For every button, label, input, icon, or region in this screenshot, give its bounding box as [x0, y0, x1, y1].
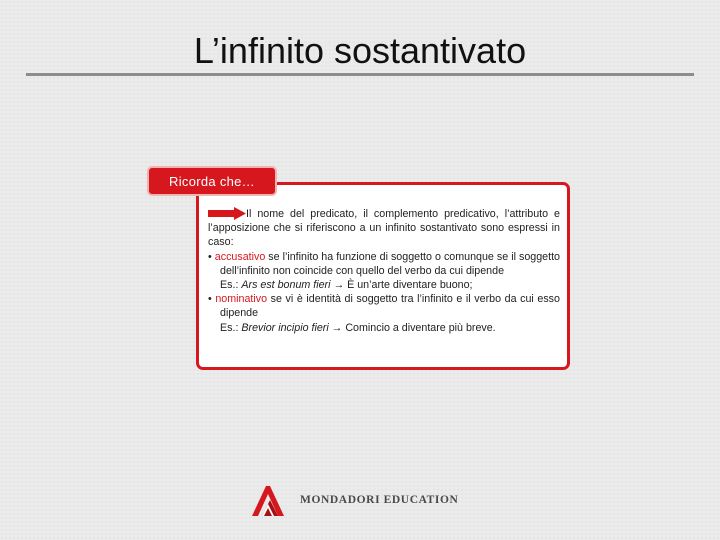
- term-nominativo: nominativo: [215, 293, 268, 306]
- bullet-marker: •: [208, 250, 212, 263]
- publisher-logo: [248, 482, 458, 518]
- example-prefix: Es.:: [220, 321, 242, 334]
- example-translation: Comincio a diventare più breve.: [345, 321, 496, 334]
- item-text: se l’infinito ha funzione di soggetto o comunque se il soggetto dell’infinito non coincide con quello del verbo da cui dipende: [220, 250, 560, 277]
- example-arrow: →: [330, 279, 348, 292]
- list-item-accusativo: [208, 250, 560, 278]
- callout-intro: Il nome del predicato, il complemento predicativo, l’attributo e l’apposizione che si riferiscono a un infinito sostantivato sono espressi in caso:: [208, 208, 560, 249]
- brand-name: MONDADORI EDUCATION: [300, 494, 459, 506]
- example-accusativo: [208, 278, 560, 292]
- callout-label: Ricorda che…: [147, 166, 277, 196]
- example-nominativo: [208, 321, 560, 335]
- example-prefix: Es.:: [220, 279, 242, 292]
- callout-content: [208, 207, 560, 335]
- bullet-marker: •: [208, 293, 212, 306]
- item-text: se vi è identità di soggetto tra l’infinito e il verbo da cui esso dipende: [220, 293, 560, 320]
- title-divider: [26, 73, 694, 76]
- slide-title: L’infinito sostantivato: [193, 30, 527, 71]
- example-translation: È un’arte diventare buono;: [347, 279, 473, 292]
- mondadori-logo-icon: [248, 482, 292, 518]
- example-arrow: →: [328, 321, 346, 334]
- list-item-nominativo: [208, 292, 560, 320]
- example-latin: Brevior incipio fieri: [241, 321, 329, 334]
- term-accusativo: accusativo: [214, 250, 266, 263]
- example-latin: Ars est bonum fieri: [241, 279, 331, 292]
